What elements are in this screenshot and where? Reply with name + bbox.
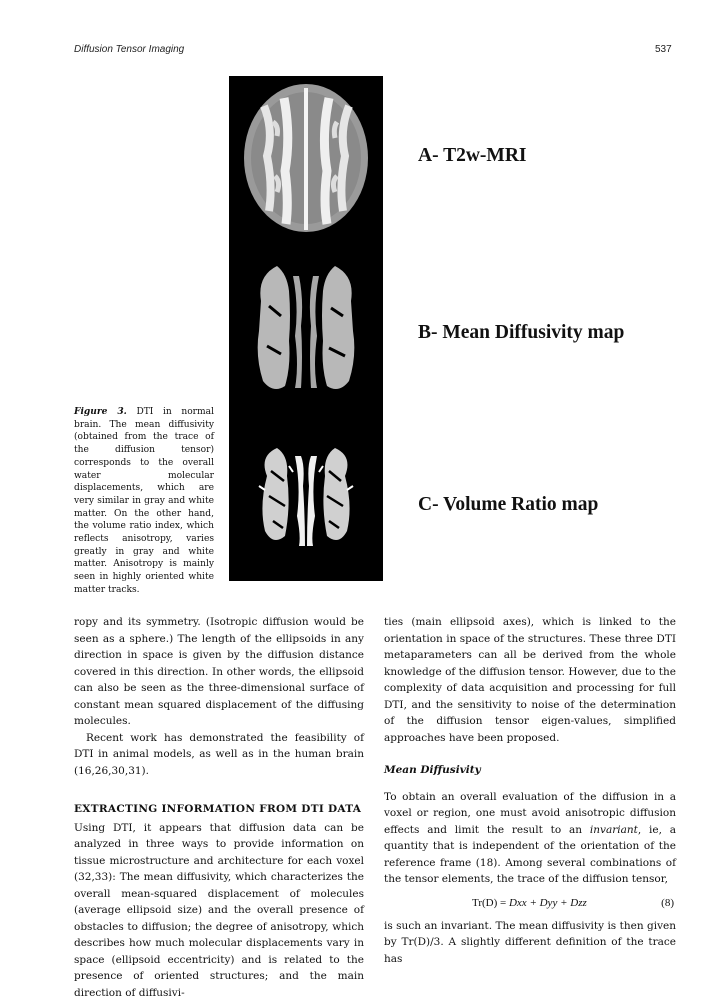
right-paragraph-2-start: To obtain an overall evaluation of the diffusion in a voxel or region, one must avoid anisotropic diffusion effects and limit the result to an [384, 791, 676, 836]
mri-figure-strip [229, 76, 383, 581]
panel-c-label: C- Volume Ratio map [418, 494, 598, 516]
left-paragraph-1: ropy and its symmetry. (Isotropic diffusion would be seen as a sphere.) The length of the ellipsoids in any direction in space is given by the diffusion distance covered in this direction. In other words, the ellipsoid can also be seen as the three-dimensional surface of constant mean squared displacement of the diffusing molecules. [74, 614, 364, 730]
page-number: 537 [655, 44, 672, 55]
figure-caption-label: Figure 3. [74, 406, 127, 417]
left-paragraph-3: Using DTI, it appears that diffusion data can be analyzed in three ways to provide information on tissue microstructure and architecture for each voxel (32,33): The mean diffusivity, which characterizes the overall mean-squared displacement of molecules (average ellipsoid size) and the overall presence of obstacles to diffusion; the degree of anisotropy, which describes how much molecular displacements vary in space (ellipsoid eccentricity) and is related to the presence of oriented structures; and the main direction of diffusivi- [74, 820, 364, 1001]
right-paragraph-3: is such an invariant. The mean diffusivity is then given by Tr(D)/3. A slightly different definition of the trace has [384, 918, 676, 968]
t2w-slice [244, 84, 368, 232]
subsection-heading: Mean Diffusivity [384, 762, 676, 779]
figure-caption-text: DTI in normal brain. The mean diffusivity (obtained from the trace of the diffusion tensor) corresponds to the overall water molecular displacements, which are very similar in gray and white matter. On the other hand, the volume ratio index, which reflects anisotropy, varies greatly in gray and white matter. Anisotropy is mainly seen in highly oriented white matter tracks. [74, 407, 214, 595]
right-column [384, 614, 676, 967]
left-column [74, 614, 364, 1001]
equation-body [472, 888, 587, 918]
panel-b-label: B- Mean Diffusivity map [418, 322, 624, 344]
invariant-term: invariant [590, 824, 638, 836]
section-heading: EXTRACTING INFORMATION FROM DTI DATA [74, 801, 364, 818]
equation-number: (8) [661, 888, 674, 918]
right-paragraph-1: ties (main ellipsoid axes), which is linked to the orientation in space of the structures. These three DTI metaparameters can all be derived from the whole knowledge of the diffusion tensor. However, due to the complexity of data acquisition and processing for full DTI, and the sensitivity to noise of the determination of the diffusion tensor eigen-values, simplified approaches have been proposed. [384, 614, 676, 746]
running-title: Diffusion Tensor Imaging [74, 44, 184, 55]
left-paragraph-2: Recent work has demonstrated the feasibility of DTI in animal models, as well as in the human brain (16,26,30,31). [74, 730, 364, 780]
equation-lhs: Tr(D) = [472, 897, 509, 909]
panel-a-label: A- T2w-MRI [418, 145, 527, 167]
right-paragraph-2-end: , ie, a quantity that is independent of the orientation of the reference frame (18). Among several combinations of the tensor elements, the trace of the diffusion tensor, [384, 824, 676, 886]
equation-rhs: Dxx + Dyy + Dzz [509, 897, 587, 909]
figure-caption [74, 406, 214, 597]
mri-slices-image [229, 76, 383, 581]
right-paragraph-2 [384, 789, 676, 888]
equation-8 [384, 888, 676, 918]
